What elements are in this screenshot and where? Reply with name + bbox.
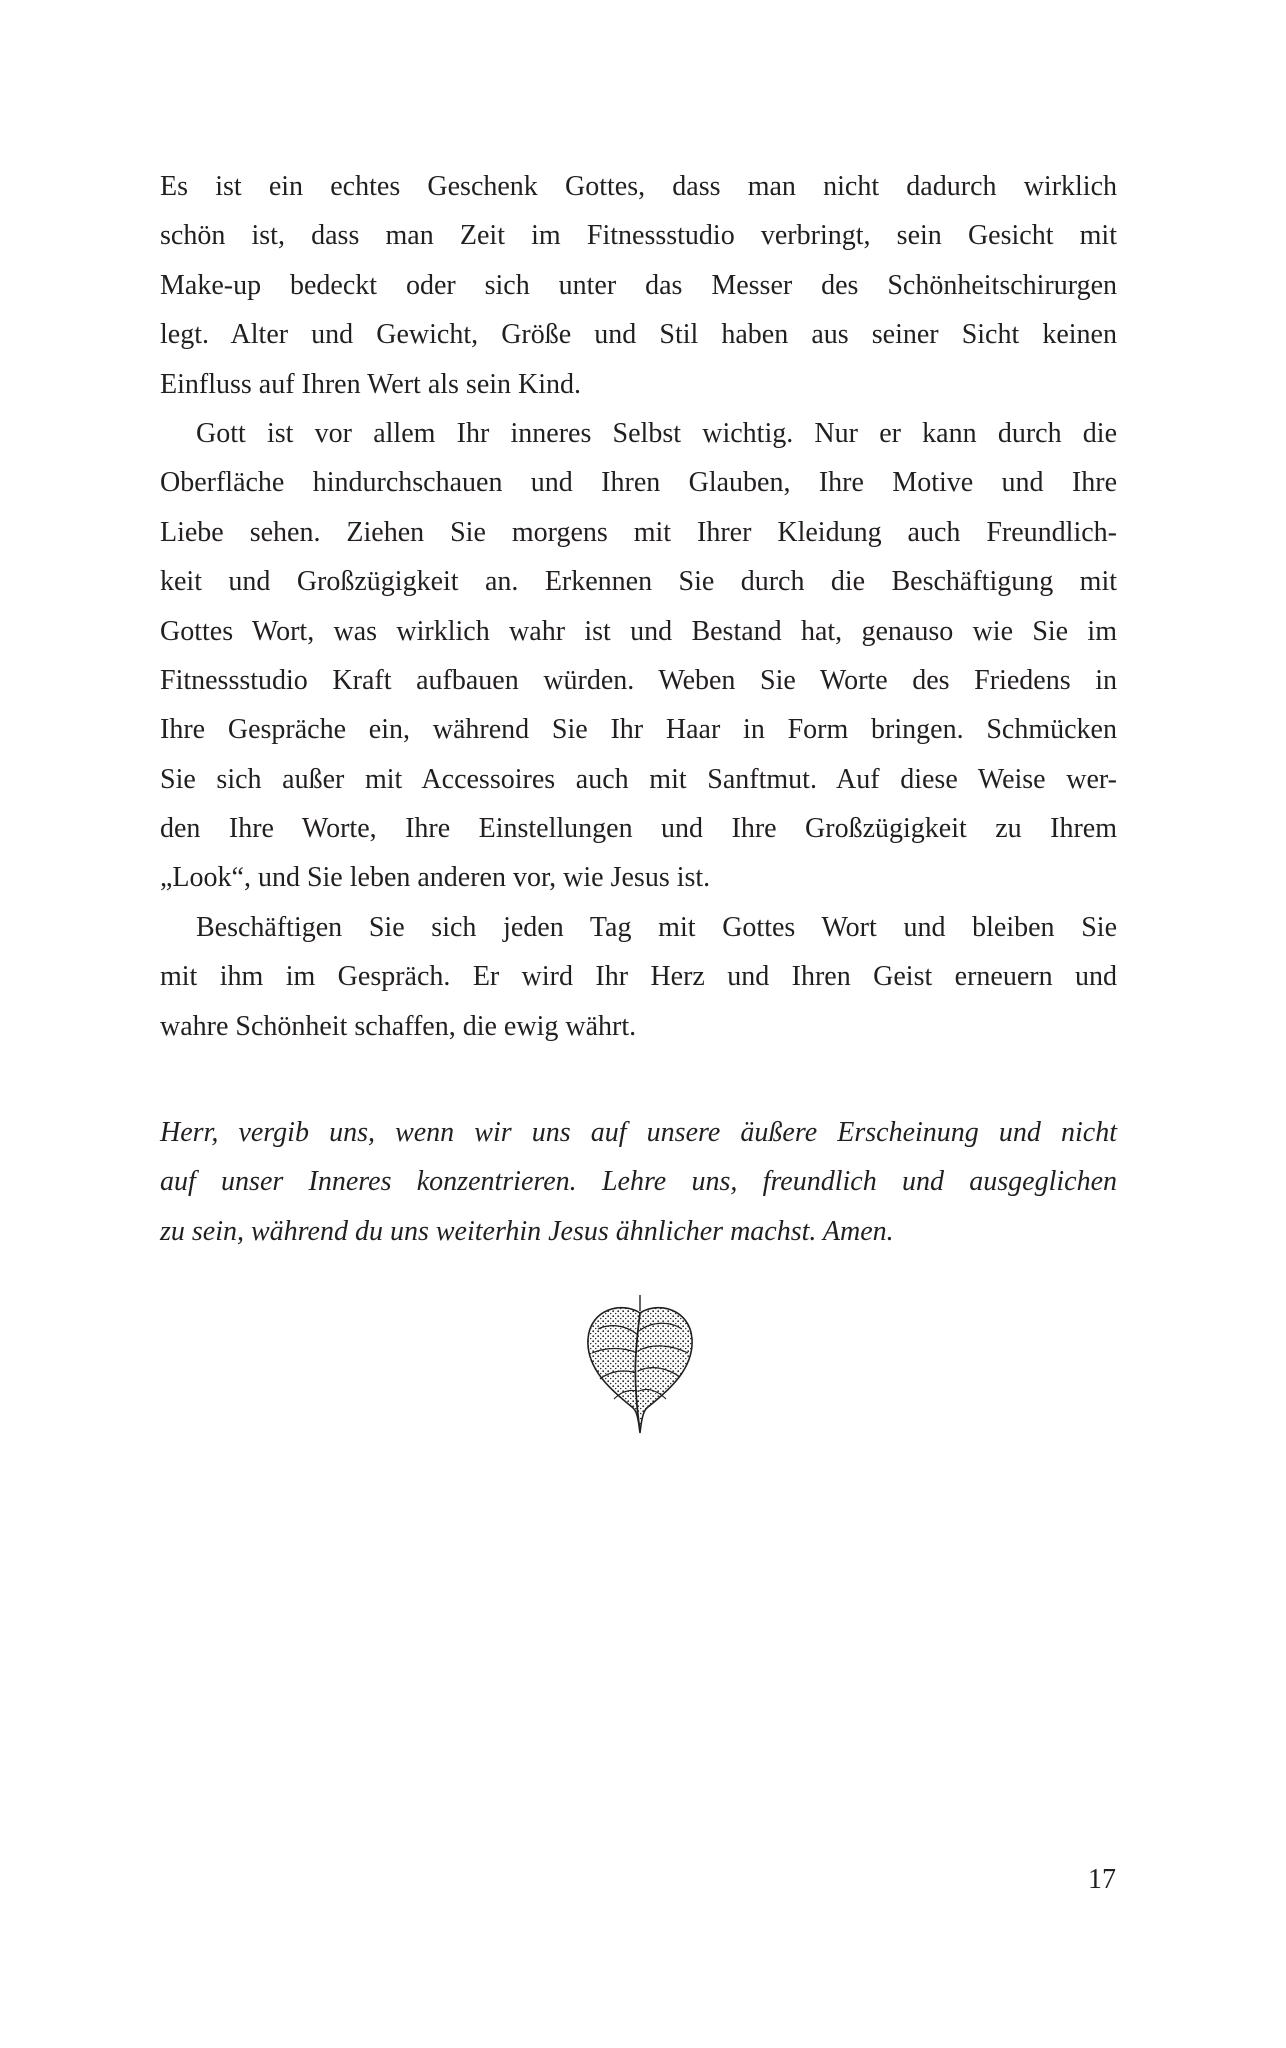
body-line: den Ihre Worte, Ihre Einstellungen und Ihre Großzügigkeit zu Ihrem	[160, 813, 1117, 845]
body-line: Gottes Wort, was wirklich wahr ist und Bestand hat, genauso wie Sie im	[160, 615, 1117, 647]
page-number: 17	[1088, 1864, 1116, 1895]
body-line: mit ihm im Gespräch. Er wird Ihr Herz und Ihren Geist erneuern und	[160, 961, 1117, 993]
body-line: Liebe sehen. Ziehen Sie morgens mit Ihrer Kleidung auch Freundlich-	[160, 516, 1117, 548]
prayer-line: Herr, vergib uns, wenn wir uns auf unsere äußere Erscheinung und nicht	[160, 1117, 1117, 1148]
prayer-line: auf unser Inneres konzentrieren. Lehre uns, freundlich und ausgeglichen	[160, 1166, 1117, 1198]
prayer-text	[160, 1108, 1117, 1256]
body-line: „Look“, und Sie leben anderen vor, wie Jesus ist.	[160, 862, 711, 894]
leaf-icon	[582, 1295, 698, 1435]
body-line: Make-up bedeckt oder sich unter das Messer des Schönheitschirurgen	[160, 269, 1117, 301]
body-line: Es ist ein echtes Geschenk Gottes, dass man nicht dadurch wirklich	[160, 171, 1117, 202]
body-line: wahre Schönheit schaffen, die ewig währt.	[160, 1010, 637, 1042]
body-line: Ihre Gespräche ein, während Sie Ihr Haar in Form bringen. Schmücken	[160, 714, 1117, 746]
body-line: Gott ist vor allem Ihr inneres Selbst wichtig. Nur er kann durch die	[196, 417, 1117, 449]
body-line: keit und Großzügigkeit an. Erkennen Sie durch die Beschäftigung mit	[160, 566, 1117, 598]
body-line: Beschäftigen Sie sich jeden Tag mit Gottes Wort und bleiben Sie	[196, 911, 1117, 943]
body-line: legt. Alter und Gewicht, Größe und Stil haben aus seiner Sicht keinen	[160, 319, 1117, 351]
body-line: Sie sich außer mit Accessoires auch mit Sanftmut. Auf diese Weise wer-	[160, 763, 1117, 795]
prayer-line: zu sein, während du uns weiterhin Jesus ähnlicher machst. Amen.	[160, 1215, 894, 1247]
body-text	[160, 162, 1117, 1051]
body-line: Fitnessstudio Kraft aufbauen würden. Weben Sie Worte des Friedens in	[160, 664, 1117, 696]
body-line: Oberfläche hindurchschauen und Ihren Glauben, Ihre Motive und Ihre	[160, 467, 1117, 499]
body-line: Einfluss auf Ihren Wert als sein Kind.	[160, 368, 582, 400]
body-line: schön ist, dass man Zeit im Fitnessstudio verbringt, sein Gesicht mit	[160, 220, 1117, 252]
